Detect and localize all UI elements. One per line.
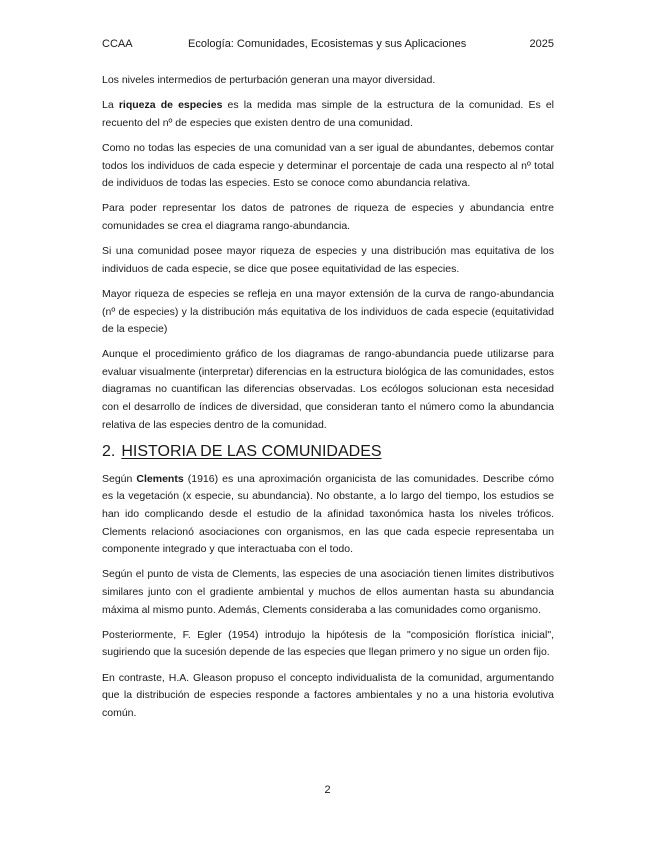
text-run: (1916) es una aproximación organicista de las comunidades. Describe cómo es la vegetación (x especie, su abundancia). No obstante, a lo largo del tiempo, los estudios se han ido complicando desde el estudio de la afinidad taxonómica hasta los niveles tróficos. Clements relacionó asociaciones con organismos, en las que cada especie representaba un componente integrado y que interactuaba con el todo. (102, 472, 554, 556)
header-year: 2025 (529, 38, 554, 50)
paragraph: Como no todas las especies de una comunidad van a ser igual de abundantes, debemos contar todos los individuos de cada especie y determinar el porcentaje de cada una respecto al nº total de individuos de todas las especies. Esto se conoce como abundancia relativa. (102, 141, 554, 190)
text-run: La (102, 99, 119, 112)
paragraph: Mayor riqueza de especies se refleja en una mayor extensión de la curva de rango-abundancia (nº de especies) y la distribución más equitativa de los individuos de cada especie (equitatividad de la especie) (102, 287, 554, 336)
page-header (102, 37, 554, 51)
paragraph: Posteriormente, F. Egler (1954) introdujo la hipótesis de la "composición florística inicial", sugiriendo que la sucesión depende de las especies que llegan primero y no sigue un orden fijo. (102, 628, 554, 659)
text-run: es la medida mas simple de la estructura de la comunidad. Es el recuento del nº de especies que existen dentro de una comunidad. (102, 99, 554, 129)
paragraph (102, 97, 554, 132)
section-heading (102, 442, 554, 462)
paragraph: Para poder representar los datos de patrones de riqueza de especies y abundancia entre comunidades se crea el diagrama rango-abundancia. (102, 202, 554, 232)
paragraph (102, 471, 554, 559)
section-number: 2. (102, 442, 116, 460)
page-content (102, 72, 554, 730)
paragraph: En contraste, H.A. Gleason propuso el concepto individualista de la comunidad, argumentando que la distribución de especies responde a factores ambientales y no a una historia evolutiva común. (102, 671, 554, 719)
header-title: Ecología: Comunidades, Ecosistemas y sus Aplicaciones (188, 38, 467, 50)
bold-term: riqueza de especies (118, 99, 223, 112)
header-left: CCAA (102, 38, 133, 50)
section-title: HISTORIA DE LAS COMUNIDADES (121, 442, 382, 460)
page-number: 2 (324, 784, 331, 796)
paragraph: Los niveles intermedios de perturbación generan una mayor diversidad. (102, 74, 436, 86)
paragraph: Aunque el procedimiento gráfico de los diagramas de rango-abundancia puede utilizarse para evaluar visualmente (interpretar) diferencias en la estructura biológica de las comunidades, estos diagramas no cuantifican las diferencias observadas. Los ecólogos solucionan esta necesidad con el desarrollo de índices de diversidad, que consideran tanto el número como la abundancia relativa de las especies dentro de la comunidad. (102, 348, 554, 431)
text-run: Según (102, 472, 137, 485)
bold-term: Clements (136, 472, 184, 485)
paragraph: Según el punto de vista de Clements, las especies de una asociación tienen limites distributivos similares junto con el gradiente ambiental y muchos de ellos aumentan hasta su abundancia máxima al mismo punto. Además, Clements consideraba a las comunidades como organismo. (102, 568, 554, 616)
paragraph: Si una comunidad posee mayor riqueza de especies y una distribución mas equitativa de los individuos de cada especie, se dice que posee equitatividad de las especies. (102, 245, 554, 275)
